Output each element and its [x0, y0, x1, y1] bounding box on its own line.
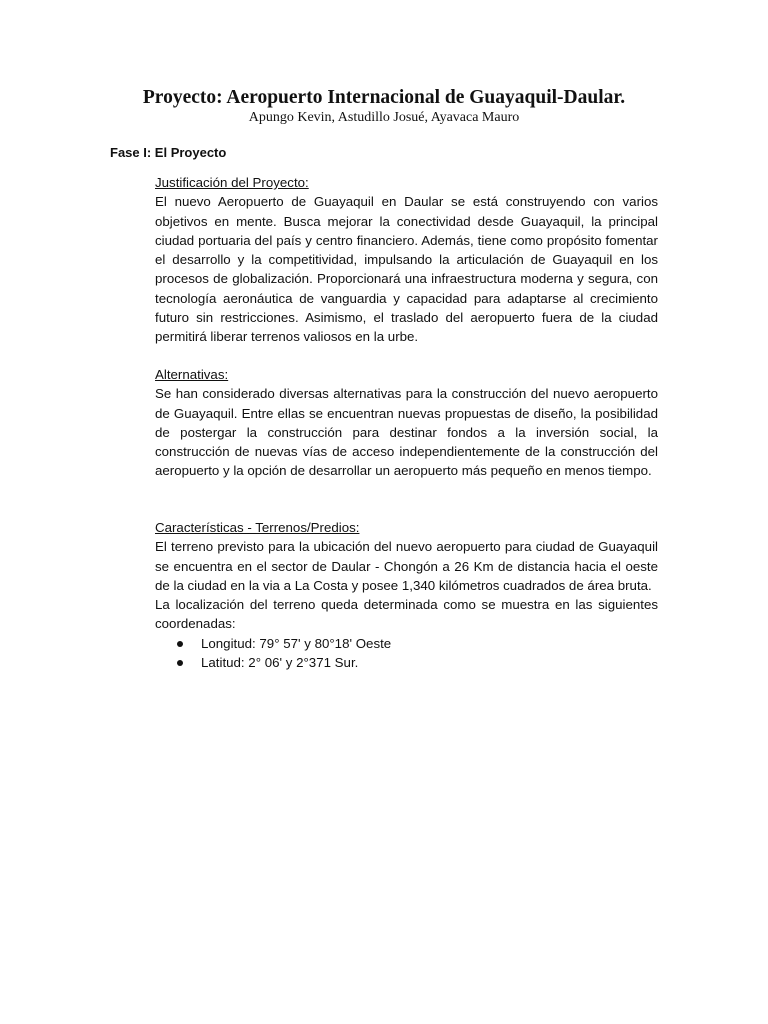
section-heading: Alternativas: — [155, 367, 229, 382]
section-paragraph: El nuevo Aeropuerto de Guayaquil en Daular se está construyendo con varios objetivos en mente. Busca mejorar la conectividad desde Guayaquil, la principal ciudad portuaria del país y centro financiero. Además, tiene como propósito fomentar el desarrollo y la competitividad, impulsando la articulación de Guayaquil en los procesos de globalización. Proporcionará una infraestructura moderna y segura, con tecnología aeronáutica de vanguardia y capacidad para adaptarse al crecimiento futuro sin restricciones. Asimismo, el traslado del aeropuerto fuera de la ciudad permitirá liberar terrenos valiosos en la urbe. — [155, 194, 658, 345]
bullet-icon — [177, 660, 183, 666]
section-heading: Características - Terrenos/Predios: — [155, 520, 360, 535]
coordinate-latitude: Latitud: 2° 06' y 2°371 Sur. — [201, 655, 359, 671]
section-caracteristicas — [155, 518, 658, 672]
section-paragraph: La localización del terreno queda determinada como se muestra en las siguientes coordenadas: — [155, 597, 658, 632]
document-authors: Apungo Kevin, Astudillo Josué, Ayavaca Mauro — [248, 110, 520, 125]
list-item — [155, 653, 658, 672]
phase-heading: Fase I: El Proyecto — [110, 145, 227, 160]
section-heading: Justificación del Proyecto: — [155, 175, 309, 190]
list-item — [155, 634, 658, 653]
bullet-icon — [177, 641, 183, 647]
section-alternativas — [155, 365, 658, 481]
coordinates-list — [155, 634, 658, 673]
section-paragraph: El terreno previsto para la ubicación del nuevo aeropuerto para ciudad de Guayaquil se encuentra en el sector de Daular - Chongón a 26 Km de distancia hacia el oeste de la ciudad en la via a La Costa y posee 1,340 kilómetros cuadrados de área bruta. — [155, 539, 658, 593]
section-paragraph: Se han considerado diversas alternativas para la construcción del nuevo aeropuerto de Guayaquil. Entre ellas se encuentran nuevas propuestas de diseño, la posibilidad de postergar la construcción para destinar fondos a la inversión social, la construcción de nuevas vías de acceso independientemente de la construcción del aeropuerto y la opción de desarrollar un aeropuerto más pequeño en menos tiempo. — [155, 386, 658, 479]
section-justificacion — [155, 173, 658, 347]
document-title: Proyecto: Aeropuerto Internacional de Guayaquil-Daular. — [142, 87, 626, 108]
coordinate-longitude: Longitud: 79° 57' y 80°18' Oeste — [201, 635, 392, 651]
